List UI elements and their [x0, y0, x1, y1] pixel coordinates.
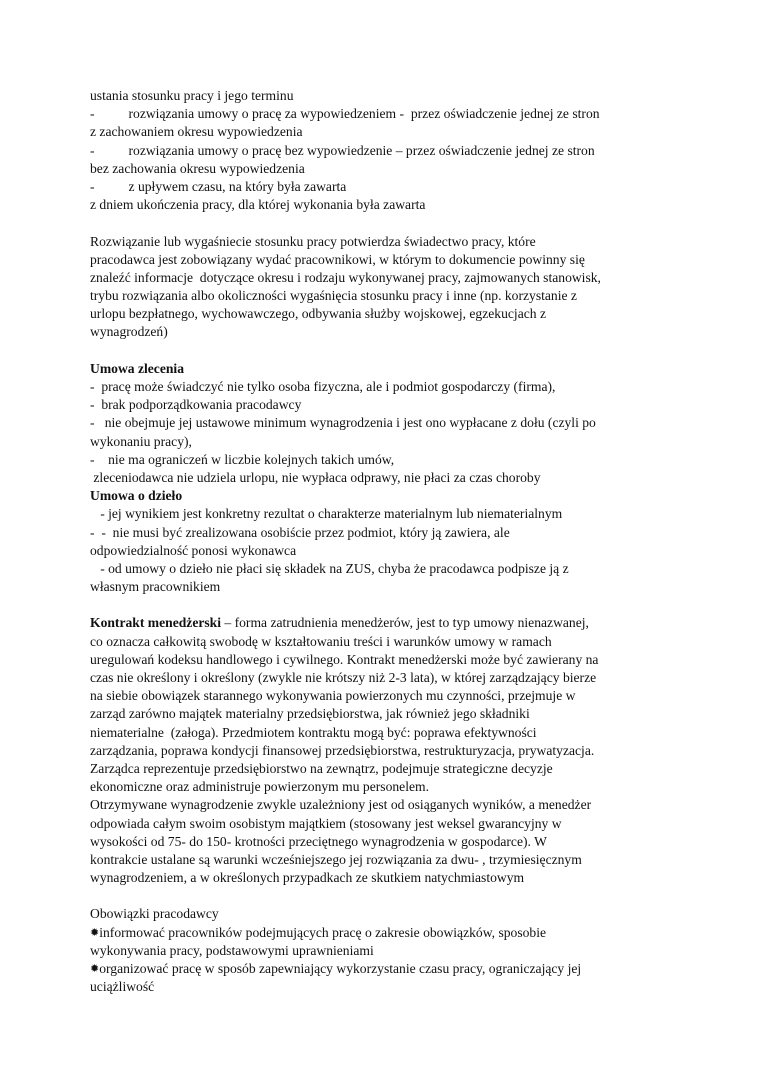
- text-line: pracodawca jest zobowiązany wydać pracownikowi, w którym to dokumencie powinny się: [90, 251, 585, 267]
- section-umowa-o-dzielo: [90, 487, 690, 596]
- text-line: - - nie musi być zrealizowana osobiście przez podmiot, który ją zawiera, ale: [90, 524, 510, 540]
- section-heading: Umowa zlecenia: [90, 360, 184, 376]
- text-line: kontrakcie ustalane są warunki wcześniejszego jej rozwiązania za dwu- , trzymiesięcznym: [90, 851, 582, 867]
- section-heading: Umowa o dzieło: [90, 488, 183, 504]
- paragraph-gap: [90, 887, 690, 905]
- text-line: odpowiedzialność ponosi wykonawca: [90, 542, 297, 558]
- paragraph-gap: [90, 596, 690, 614]
- text-line: - nie obejmuje jej ustawowe minimum wynagrodzenia i jest ono wypłacane z dołu (czyli po: [90, 415, 596, 431]
- text-span: – forma zatrudnienia menedżerów, jest to typ umowy nienazwanej,: [221, 615, 589, 631]
- section-heading: Obowiązki pracodawcy: [90, 906, 219, 922]
- text-span: informować pracowników podejmujących pracę o zakresie obowiązków, sposobie: [99, 924, 547, 940]
- text-line: - od umowy o dzieło nie płaci się składek na ZUS, chyba że pracodawca podpisze ją z: [90, 560, 569, 576]
- text-line: własnym pracownikiem: [90, 579, 221, 595]
- list-item: [90, 960, 690, 978]
- text-line: Otrzymywane wynagrodzenie zwykle uzależniony jest od osiąganych wyników, a menedżer: [90, 797, 592, 813]
- text-line: trybu rozwiązania albo okoliczności wygaśnięcia stosunku pracy i inne (np. korzystanie z: [90, 288, 577, 304]
- section-obowiazki-pracodawcy: [90, 905, 690, 996]
- text-line: wykonywania pracy, podstawowymi uprawnieniami: [90, 942, 374, 958]
- text-line: - brak podporządkowania pracodawcy: [90, 397, 302, 413]
- text-line: niematerialne (załoga). Przedmiotem kontraktu mogą być: poprawa efektywności: [90, 724, 537, 740]
- text-line: z dniem ukończenia pracy, dla której wykonania była zawarta: [90, 197, 426, 213]
- text-line: znaleźć informacje dotyczące okresu i rodzaju wykonywanej pracy, zajmowanych stanowisk,: [90, 269, 601, 285]
- text-line: ekonomiczne oraz administruje powierzonym mu personelem.: [90, 779, 429, 795]
- text-line: wynagrodzeń): [90, 324, 168, 340]
- text-line: - rozwiązania umowy o pracę za wypowiedzeniem - przez oświadczenie jednej ze stron: [90, 106, 600, 122]
- text-span: organizować pracę w sposób zapewniający wykorzystanie czasu pracy, ograniczający jej: [99, 961, 582, 976]
- text-line: czas nie określony i określony (zwykle nie krótszy niż 2-3 lata), w której zarządzający bierze: [90, 670, 597, 685]
- text-line: co oznacza całkowitą swobodę w kształtowaniu treści i warunków umowy w ramach: [90, 633, 552, 649]
- text-line: Rozwiązanie lub wygaśniecie stosunku pracy potwierdza świadectwo pracy, które: [90, 233, 536, 249]
- text-line: wysokości od 75- do 150- krotności przeciętnego wynagrodzenia w gospodarce). W: [90, 833, 547, 849]
- text-line: uciążliwość: [90, 979, 155, 995]
- section-certificate-of-employment: [90, 233, 690, 342]
- text-line: - z upływem czasu, na który była zawarta: [90, 178, 347, 194]
- section-umowa-zlecenia: [90, 360, 690, 487]
- text-line: zarząd zarówno majątek materialny przedsiębiorstwa, jak również jego składniki: [90, 706, 530, 722]
- text-line: - pracę może świadczyć nie tylko osoba fizyczna, ale i podmiot gospodarczy (firma),: [90, 379, 556, 394]
- text-line: - rozwiązania umowy o pracę bez wypowiedzenie – przez oświadczenie jednej ze stron: [90, 142, 595, 158]
- text-line: wynagrodzeniem, a w określonych przypadkach ze skutkiem natychmiastowym: [90, 870, 525, 886]
- text-line: [90, 614, 690, 632]
- text-line: Zarządca reprezentuje przedsiębiorstwo na zewnątrz, podejmuje strategiczne decyzje: [90, 760, 553, 776]
- text-line: z zachowaniem okresu wypowiedzenia: [90, 124, 303, 140]
- text-line: urlopu bezpłatnego, wychowawczego, odbywania służby wojskowej, egzekucjach z: [90, 306, 546, 322]
- text-line: - nie ma ograniczeń w liczbie kolejnych takich umów,: [90, 451, 395, 467]
- text-line: na siebie obowiązek starannego wykonywania powierzonych mu czynności, przejmuje w: [90, 688, 576, 704]
- text-line: - jej wynikiem jest konkretny rezultat o charakterze materialnym lub niematerialnym: [90, 506, 563, 522]
- document-page: [90, 87, 690, 996]
- section-kontrakt-menedzerski: [90, 614, 690, 887]
- asterisk-bullet-icon: ✹: [90, 963, 100, 975]
- text-line: bez zachowania okresu wypowiedzenia: [90, 160, 305, 176]
- text-line: uregulowań kodeksu handlowego i cywilnego. Kontrakt menedżerski może być zawierany na: [90, 651, 599, 667]
- section-termination-modes: [90, 87, 690, 214]
- text-line: odpowiada całym swoim osobistym majątkiem (stosowany jest weksel gwarancyjny w: [90, 815, 562, 831]
- text-line: zleceniodawca nie udziela urlopu, nie wypłaca odprawy, nie płaci za czas choroby: [90, 469, 541, 485]
- asterisk-bullet-icon: ✹: [90, 926, 100, 939]
- text-line: wykonaniu pracy),: [90, 433, 192, 449]
- list-item: [90, 924, 690, 942]
- text-line: ustania stosunku pracy i jego terminu: [90, 88, 294, 103]
- text-line: zarządzania, poprawa kondycji finansowej przedsiębiorstwa, restrukturyzacja, prywatyzacja.: [90, 742, 595, 758]
- section-heading: Kontrakt menedżerski: [90, 615, 222, 631]
- paragraph-gap: [90, 214, 690, 232]
- paragraph-gap: [90, 342, 690, 360]
